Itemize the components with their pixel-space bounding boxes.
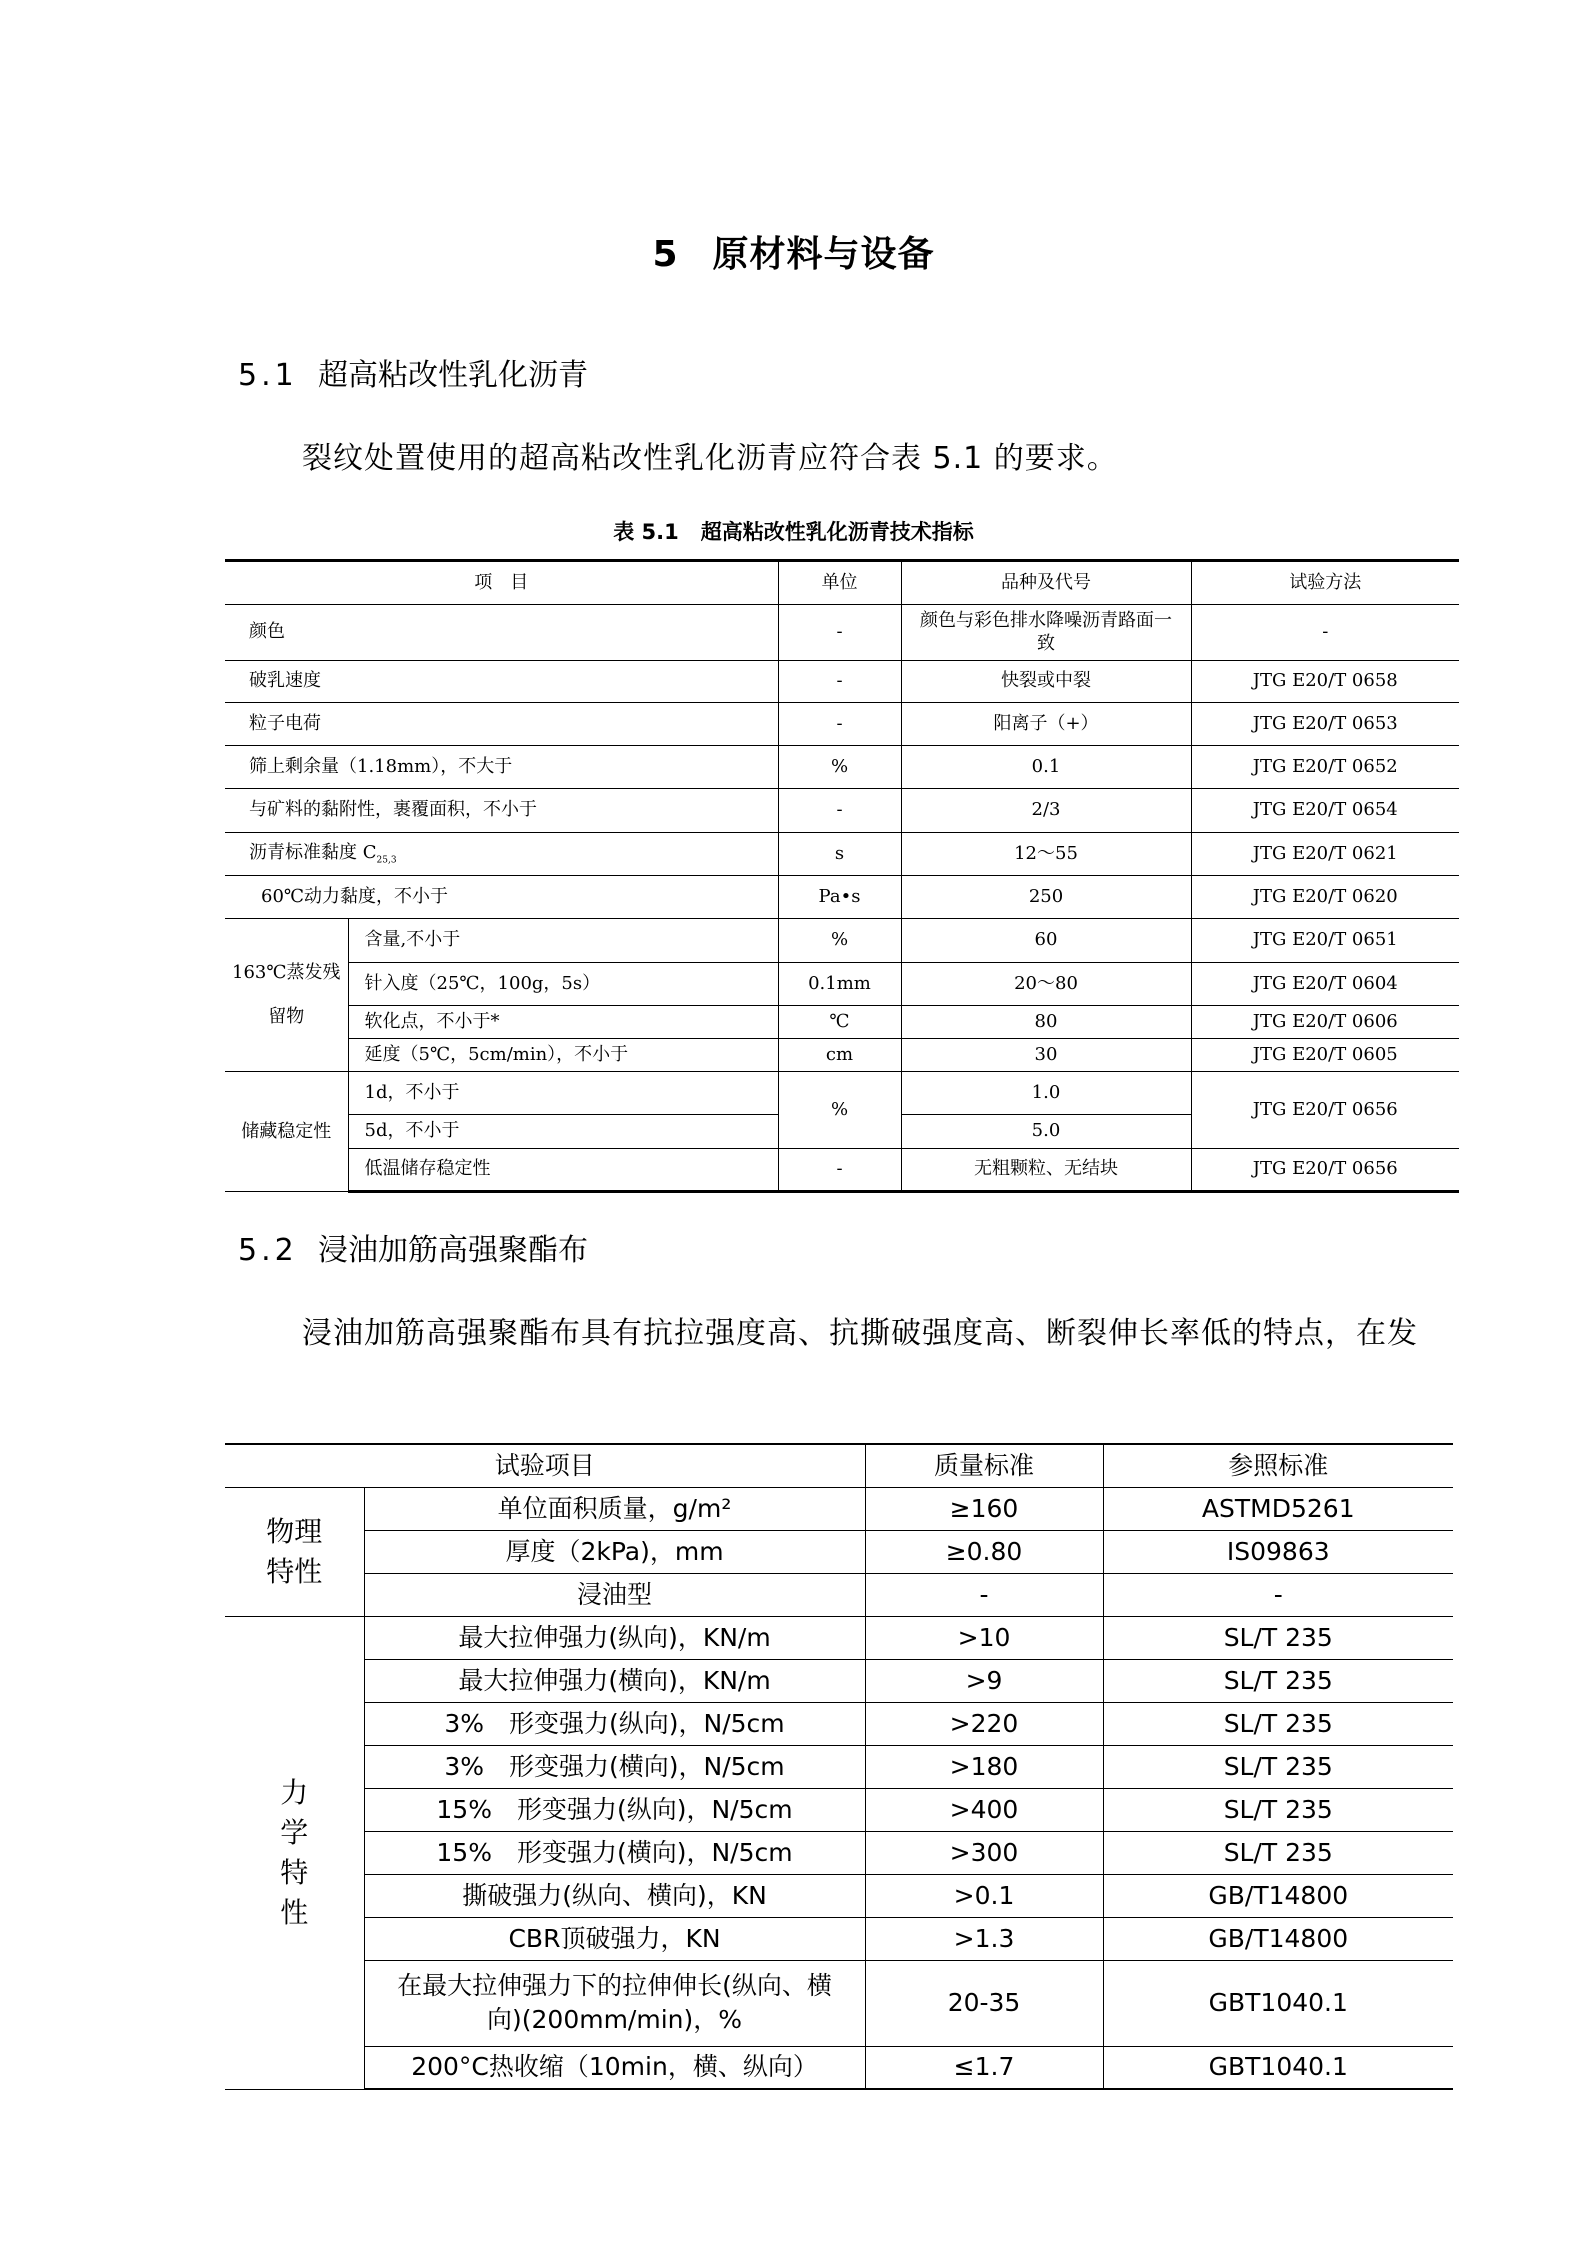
physical-group-label xyxy=(225,1487,364,1616)
table-row xyxy=(225,1788,1453,1831)
section-heading-5-2 xyxy=(238,1225,588,1269)
row-spec: 60 xyxy=(901,919,1191,963)
row-spec: 5.0 xyxy=(901,1115,1191,1149)
table-header-row xyxy=(225,561,1459,605)
row-method: JTG E20/T 0658 xyxy=(1191,661,1459,703)
table-5-1-caption xyxy=(0,516,1587,546)
row-spec: 颜色与彩色排水降噪沥青路面一致 xyxy=(901,605,1191,661)
row-method: JTG E20/T 0656 xyxy=(1191,1149,1459,1192)
row-item: CBR顶破强力，KN xyxy=(364,1917,865,1960)
row-unit: - xyxy=(778,703,901,746)
row-quality: >300 xyxy=(865,1831,1103,1874)
row-quality: >400 xyxy=(865,1788,1103,1831)
row-item: 在最大拉伸强力下的拉伸伸长(纵向、横 向)(200mm/min)，% xyxy=(364,1960,865,2046)
row-spec: 80 xyxy=(901,1006,1191,1039)
table-row xyxy=(225,1874,1453,1917)
row-item: 低温储存稳定性 xyxy=(348,1149,778,1192)
table-row xyxy=(225,963,1459,1006)
row-method: - xyxy=(1191,605,1459,661)
row-item: 200°C热收缩（10min，横、纵向） xyxy=(364,2046,865,2089)
table-row xyxy=(225,1745,1453,1788)
row-method: JTG E20/T 0605 xyxy=(1191,1039,1459,1072)
row-reference: SL/T 235 xyxy=(1103,1659,1453,1702)
row-reference: SL/T 235 xyxy=(1103,1788,1453,1831)
row-spec: 快裂或中裂 xyxy=(901,661,1191,703)
table-header-row xyxy=(225,1444,1453,1487)
row-item: 筛上剩余量（1.18mm），不大于 xyxy=(225,746,778,789)
row-spec: 1.0 xyxy=(901,1072,1191,1115)
table-row xyxy=(225,1006,1459,1039)
row-quality: >180 xyxy=(865,1745,1103,1788)
section-5-2-paragraph: 浸油加筋高强聚酯布具有抗拉强度高、抗撕破强度高、断裂伸长率低的特点，在发 xyxy=(302,1316,1418,1351)
row-method: JTG E20/T 0621 xyxy=(1191,833,1459,876)
table-row xyxy=(225,789,1459,833)
row-item: 厚度（2kPa)，mm xyxy=(364,1530,865,1573)
row-item xyxy=(225,833,778,876)
table-row xyxy=(225,1149,1459,1192)
row-unit: - xyxy=(778,661,901,703)
row-item: 15% 形变强力(纵向)，N/5cm xyxy=(364,1788,865,1831)
table-row xyxy=(225,1530,1453,1573)
storage-unit: % xyxy=(778,1072,901,1149)
table-row xyxy=(225,2046,1453,2089)
row-item: 5d，不小于 xyxy=(348,1115,778,1149)
row-quality: >10 xyxy=(865,1616,1103,1659)
row-reference: GB/T14800 xyxy=(1103,1917,1453,1960)
table-row xyxy=(225,1960,1453,2046)
row-spec: 0.1 xyxy=(901,746,1191,789)
row-item: 3% 形变强力(横向)，N/5cm xyxy=(364,1745,865,1788)
row-unit: cm xyxy=(778,1039,901,1072)
row-item: 3% 形变强力(纵向)，N/5cm xyxy=(364,1702,865,1745)
section-title: 浸油加筋高强聚酯布 xyxy=(318,1233,588,1268)
row-quality: >0.1 xyxy=(865,1874,1103,1917)
row-quality: >220 xyxy=(865,1702,1103,1745)
row-unit: Pa•s xyxy=(778,876,901,919)
row-item: 粒子电荷 xyxy=(225,703,778,746)
row-method: JTG E20/T 0651 xyxy=(1191,919,1459,963)
table-caption-title: 超高粘改性乳化沥青技术指标 xyxy=(700,520,974,544)
row-quality: 20-35 xyxy=(865,1960,1103,2046)
row-quality: ≥160 xyxy=(865,1487,1103,1530)
table-row xyxy=(225,1702,1453,1745)
row-reference: SL/T 235 xyxy=(1103,1831,1453,1874)
row-item: 最大拉伸强力(横向)，KN/m xyxy=(364,1659,865,1702)
header-item: 试验项目 xyxy=(225,1444,865,1487)
table-row xyxy=(225,605,1459,661)
section-5-1-paragraph: 裂纹处置使用的超高粘改性乳化沥青应符合表 5.1 的要求。 xyxy=(302,441,1118,476)
row-method: JTG E20/T 0606 xyxy=(1191,1006,1459,1039)
header-unit: 单位 xyxy=(778,561,901,605)
row-quality: >1.3 xyxy=(865,1917,1103,1960)
row-item: 颜色 xyxy=(225,605,778,661)
row-unit: % xyxy=(778,919,901,963)
table-row xyxy=(225,833,1459,876)
table-row xyxy=(225,661,1459,703)
row-unit: - xyxy=(778,605,901,661)
row-item: 破乳速度 xyxy=(225,661,778,703)
physical-group-text: 物理特性 xyxy=(266,1514,323,1588)
row-reference: SL/T 235 xyxy=(1103,1616,1453,1659)
table-row xyxy=(225,1616,1453,1659)
row-spec: 20～80 xyxy=(901,963,1191,1006)
storage-method: JTG E20/T 0656 xyxy=(1191,1072,1459,1149)
row-method: JTG E20/T 0652 xyxy=(1191,746,1459,789)
table-row xyxy=(225,1831,1453,1874)
row-reference: GB/T14800 xyxy=(1103,1874,1453,1917)
row-item: 撕破强力(纵向、横向)，KN xyxy=(364,1874,865,1917)
row-item: 60℃动力黏度，不小于 xyxy=(225,876,778,919)
table-row xyxy=(225,1039,1459,1072)
table-row xyxy=(225,876,1459,919)
header-method: 试验方法 xyxy=(1191,561,1459,605)
row-unit: 0.1mm xyxy=(778,963,901,1006)
row-spec: 无粗颗粒、无结块 xyxy=(901,1149,1191,1192)
row-item: 浸油型 xyxy=(364,1573,865,1616)
header-item: 项 目 xyxy=(225,561,778,605)
row-method: JTG E20/T 0653 xyxy=(1191,703,1459,746)
row-quality: ≤1.7 xyxy=(865,2046,1103,2089)
polyester-fabric-table xyxy=(225,1443,1453,2090)
section-title: 超高粘改性乳化沥青 xyxy=(318,358,588,393)
row-reference: ASTMD5261 xyxy=(1103,1487,1453,1530)
row-reference: SL/T 235 xyxy=(1103,1745,1453,1788)
section-number: 5.2 xyxy=(238,1233,298,1268)
chapter-title: 原材料与设备 xyxy=(712,234,935,275)
header-spec: 品种及代号 xyxy=(901,561,1191,605)
row-method: JTG E20/T 0654 xyxy=(1191,789,1459,833)
row-reference: GBT1040.1 xyxy=(1103,2046,1453,2089)
storage-group-label: 储藏稳定性 xyxy=(225,1072,348,1192)
section-number: 5.1 xyxy=(238,358,298,393)
row-reference: IS09863 xyxy=(1103,1530,1453,1573)
mechanical-group-text: 力学特性 xyxy=(280,1775,309,1929)
row-unit: % xyxy=(778,746,901,789)
header-quality: 质量标准 xyxy=(865,1444,1103,1487)
row-quality: >9 xyxy=(865,1659,1103,1702)
header-reference: 参照标准 xyxy=(1103,1444,1453,1487)
row-item-subscript: 25,3 xyxy=(376,855,397,866)
table-row xyxy=(225,1487,1453,1530)
row-quality: ≥0.80 xyxy=(865,1530,1103,1573)
row-item: 1d，不小于 xyxy=(348,1072,778,1115)
row-item: 针入度（25℃，100g，5s） xyxy=(348,963,778,1006)
row-item: 软化点，不小于* xyxy=(348,1006,778,1039)
row-item: 15% 形变强力(横向)，N/5cm xyxy=(364,1831,865,1874)
row-item: 最大拉伸强力(纵向)，KN/m xyxy=(364,1616,865,1659)
row-reference: - xyxy=(1103,1573,1453,1616)
mechanical-group-label xyxy=(225,1616,364,2089)
row-unit: s xyxy=(778,833,901,876)
row-reference: SL/T 235 xyxy=(1103,1702,1453,1745)
row-spec: 阳离子（+） xyxy=(901,703,1191,746)
row-spec: 250 xyxy=(901,876,1191,919)
row-spec: 2/3 xyxy=(901,789,1191,833)
row-unit: ℃ xyxy=(778,1006,901,1039)
table-row xyxy=(225,1659,1453,1702)
row-spec: 30 xyxy=(901,1039,1191,1072)
row-method: JTG E20/T 0604 xyxy=(1191,963,1459,1006)
row-method: JTG E20/T 0620 xyxy=(1191,876,1459,919)
residue-group-label: 163℃蒸发残留物 xyxy=(225,919,348,1072)
row-item: 含量,不小于 xyxy=(348,919,778,963)
row-item: 单位面积质量，g/m² xyxy=(364,1487,865,1530)
table-row xyxy=(225,1917,1453,1960)
row-unit: - xyxy=(778,789,901,833)
table-row xyxy=(225,1072,1459,1115)
row-quality: - xyxy=(865,1573,1103,1616)
table-row xyxy=(225,1573,1453,1616)
row-item: 延度（5℃，5cm/min），不小于 xyxy=(348,1039,778,1072)
row-spec: 12～55 xyxy=(901,833,1191,876)
table-row xyxy=(225,703,1459,746)
section-heading-5-1 xyxy=(238,350,588,394)
table-5-1 xyxy=(225,559,1459,1193)
table-row xyxy=(225,919,1459,963)
row-item: 与矿料的黏附性，裹覆面积，不小于 xyxy=(225,789,778,833)
row-reference: GBT1040.1 xyxy=(1103,1960,1453,2046)
table-caption-number: 表 5.1 xyxy=(613,520,679,544)
row-unit: - xyxy=(778,1149,901,1192)
table-row xyxy=(225,746,1459,789)
chapter-number: 5 xyxy=(652,234,679,275)
row-item-text: 沥青标准黏度 C xyxy=(249,841,377,863)
chapter-heading xyxy=(0,226,1587,277)
